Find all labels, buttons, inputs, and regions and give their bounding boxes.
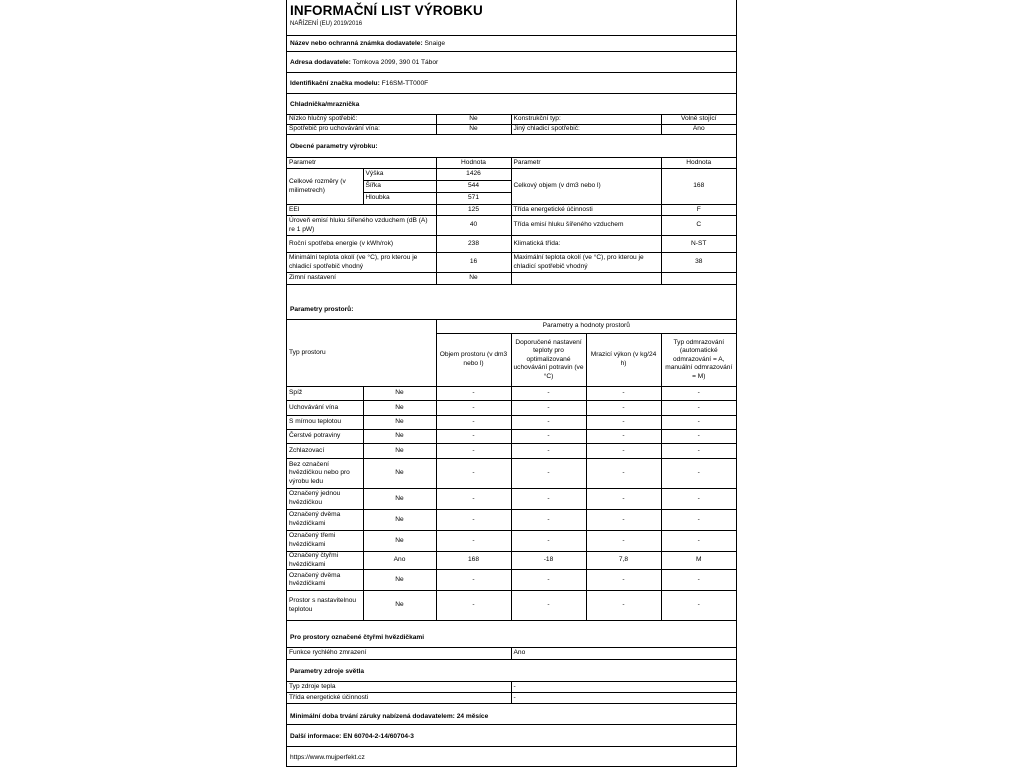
compartment-freezing-capacity: -	[586, 591, 661, 621]
param-value: 38	[661, 253, 736, 273]
type-row	[287, 115, 736, 125]
compartment-temperature: -	[511, 510, 586, 531]
compartment-defrost-type: -	[661, 510, 736, 531]
compartment-row	[287, 489, 736, 510]
light-label: Typ zdroje tepla	[287, 682, 511, 693]
compartment-row	[287, 591, 736, 621]
product-info-sheet	[286, 0, 737, 767]
four-star-table	[287, 647, 736, 660]
compartments-section-header	[287, 299, 736, 319]
compartment-freezing-capacity: -	[586, 510, 661, 531]
compartment-defrost-type: -	[661, 591, 736, 621]
compartment-volume: 168	[436, 552, 511, 570]
compartment-volume: -	[436, 416, 511, 430]
four-star-section-title: Pro prostory označené čtyřmi hvězdičkami	[290, 634, 425, 641]
temperature-header: Doporučené nastavení teploty pro optimalizované uchovávání potravin (ve °C)	[511, 334, 586, 387]
general-row	[287, 205, 736, 216]
sheet-header	[287, 0, 736, 36]
type-label: Spotřebič pro uchovávání vína:	[287, 125, 436, 135]
compartment-volume: -	[436, 531, 511, 552]
general-header-row	[287, 158, 736, 169]
compartment-defrost-type: M	[661, 552, 736, 570]
compartments-body	[287, 387, 736, 621]
compartment-name: Bez označení hvězdičkou nebo pro výrobu ledu	[287, 459, 363, 489]
compartment-freezing-capacity: -	[586, 531, 661, 552]
compartment-volume: -	[436, 510, 511, 531]
compartment-type-header: Typ prostoru	[287, 320, 436, 387]
compartment-temperature: -	[511, 401, 586, 416]
param-label: Zimní nastavení	[287, 273, 436, 285]
param-label: Úroveň emisí hluku šířeného vzduchem (dB (A) re 1 pW)	[287, 216, 436, 236]
type-value: Volně stojící	[661, 115, 736, 125]
volume-value: 168	[661, 169, 736, 205]
model-row	[287, 73, 736, 94]
compartment-volume: -	[436, 591, 511, 621]
compartment-row	[287, 430, 736, 444]
compartment-present: Ne	[363, 459, 436, 489]
compartment-name: Označený čtyřmi hvězdičkami	[287, 552, 363, 570]
supplier-label: Název nebo ochranná známka dodavatele:	[290, 40, 423, 47]
compartment-freezing-capacity: -	[586, 401, 661, 416]
four-star-row	[287, 648, 736, 660]
compartment-present: Ne	[363, 510, 436, 531]
general-row	[287, 236, 736, 253]
height-label: Výška	[363, 169, 436, 181]
type-label: Nízko hlučný spotřebič:	[287, 115, 436, 125]
address-value: Tomkova 2099, 390 01 Tábor	[352, 59, 439, 66]
param-label	[511, 273, 661, 285]
compartment-row	[287, 552, 736, 570]
general-section-title: Obecné parametry výrobku:	[290, 143, 378, 150]
compartment-freezing-capacity: -	[586, 444, 661, 459]
param-value: 238	[436, 236, 511, 253]
four-star-section-header	[287, 628, 736, 647]
compartment-present: Ne	[363, 387, 436, 401]
supplier-value: Snaige	[424, 40, 446, 47]
compartment-temperature: -	[511, 531, 586, 552]
compartments-group-row	[287, 320, 736, 334]
compartment-freezing-capacity: -	[586, 570, 661, 591]
compartment-defrost-type: -	[661, 430, 736, 444]
compartment-present: Ne	[363, 401, 436, 416]
compartment-defrost-type: -	[661, 531, 736, 552]
type-row	[287, 125, 736, 135]
type-label: Jiný chladicí spotřebič:	[511, 125, 661, 135]
compartment-name: Prostor s nastavitelnou teplotou	[287, 591, 363, 621]
depth-value: 571	[436, 193, 511, 205]
general-params-table	[287, 157, 736, 285]
compartment-name: S mírnou teplotou	[287, 416, 363, 430]
compartment-volume: -	[436, 430, 511, 444]
compartment-name: Označený jednou hvězdičkou	[287, 489, 363, 510]
compartment-temperature: -	[511, 444, 586, 459]
compartment-temperature: -	[511, 430, 586, 444]
compartment-group-header: Parametry a hodnoty prostorů	[436, 320, 736, 334]
compartment-defrost-type: -	[661, 444, 736, 459]
param-label: Klimatická třída:	[511, 236, 661, 253]
compartment-name: Zchlazovací	[287, 444, 363, 459]
compartment-present: Ne	[363, 489, 436, 510]
type-label: Konstrukční typ:	[511, 115, 661, 125]
light-value: -	[511, 682, 736, 693]
param-value: 16	[436, 253, 511, 273]
compartment-freezing-capacity: 7,8	[586, 552, 661, 570]
compartment-temperature: -18	[511, 552, 586, 570]
website-link[interactable]: https://www.mujperfekt.cz	[290, 754, 365, 761]
compartment-row	[287, 401, 736, 416]
general-row	[287, 253, 736, 273]
compartment-row	[287, 459, 736, 489]
compartment-temperature: -	[511, 387, 586, 401]
general-row	[287, 273, 736, 285]
width-label: Šířka	[363, 181, 436, 193]
compartment-name: Označený dvěma hvězdičkami	[287, 570, 363, 591]
address-row	[287, 52, 736, 73]
compartment-name: Označený třemi hvězdičkami	[287, 531, 363, 552]
compartment-freezing-capacity: -	[586, 489, 661, 510]
compartment-row	[287, 531, 736, 552]
param-header: Parametr	[511, 158, 661, 169]
compartment-volume: -	[436, 401, 511, 416]
width-value: 544	[436, 181, 511, 193]
compartment-freezing-capacity: -	[586, 416, 661, 430]
compartment-defrost-type: -	[661, 416, 736, 430]
value-header: Hodnota	[436, 158, 511, 169]
compartment-defrost-type: -	[661, 387, 736, 401]
volume-label: Celkový objem (v dm3 nebo l)	[511, 169, 661, 205]
param-label: Třída emisí hluku šířeného vzduchem	[511, 216, 661, 236]
supplier-row	[287, 36, 736, 52]
type-value: Ne	[436, 125, 511, 135]
param-label: EEI	[287, 205, 436, 216]
sheet-title: INFORMAČNÍ LIST VÝROBKU	[290, 3, 483, 18]
general-row	[287, 216, 736, 236]
compartment-present: Ne	[363, 531, 436, 552]
model-label: Identifikační značka modelu:	[290, 80, 380, 87]
compartment-volume: -	[436, 444, 511, 459]
param-value: N-ST	[661, 236, 736, 253]
light-row	[287, 682, 736, 693]
regulation-reference: NAŘÍZENÍ (EU) 2019/2016	[290, 21, 363, 27]
compartment-present: Ano	[363, 552, 436, 570]
compartment-volume: -	[436, 459, 511, 489]
dimension-row	[287, 169, 736, 181]
light-row	[287, 693, 736, 704]
url-row	[287, 747, 736, 767]
compartments-table	[287, 319, 736, 621]
fast-freeze-value: Ano	[511, 648, 736, 660]
param-value: C	[661, 216, 736, 236]
value-header: Hodnota	[661, 158, 736, 169]
param-label: Maximální teplota okolí (ve °C), pro kterou je chladicí spotřebič vhodný	[511, 253, 661, 273]
param-value: 40	[436, 216, 511, 236]
param-label: Třída energetické účinnosti	[511, 205, 661, 216]
compartment-present: Ne	[363, 570, 436, 591]
compartment-defrost-type: -	[661, 459, 736, 489]
type-table	[287, 114, 736, 135]
volume-header: Objem prostoru (v dm3 nebo l)	[436, 334, 511, 387]
param-value	[661, 273, 736, 285]
compartment-volume: -	[436, 570, 511, 591]
param-value: F	[661, 205, 736, 216]
compartment-temperature: -	[511, 570, 586, 591]
compartment-row	[287, 444, 736, 459]
depth-label: Hloubka	[363, 193, 436, 205]
compartment-row	[287, 510, 736, 531]
defrost-type-header: Typ odmrazování (automatické odmrazování = A, manuální odmrazování = M)	[661, 334, 736, 387]
compartment-present: Ne	[363, 591, 436, 621]
type-value: Ano	[661, 125, 736, 135]
compartment-row	[287, 570, 736, 591]
compartments-section-title: Parametry prostorů:	[290, 306, 354, 313]
compartment-name: Spíž	[287, 387, 363, 401]
model-value: F16SM-TT000F	[381, 80, 429, 87]
param-value: Ne	[436, 273, 511, 285]
param-label: Roční spotřeba energie (v kWh/rok)	[287, 236, 436, 253]
compartment-name: Uchovávání vína	[287, 401, 363, 416]
more-info-label: Další informace:	[290, 733, 342, 740]
compartment-temperature: -	[511, 459, 586, 489]
light-section-title: Parametry zdroje světla	[290, 668, 365, 675]
light-label: Třída energetické účinnosti	[287, 693, 511, 704]
type-section-header	[287, 94, 736, 114]
compartment-present: Ne	[363, 444, 436, 459]
compartment-defrost-type: -	[661, 489, 736, 510]
compartment-present: Ne	[363, 430, 436, 444]
height-value: 1426	[436, 169, 511, 181]
type-section-title: Chladnička/mraznička	[290, 101, 360, 108]
compartment-freezing-capacity: -	[586, 459, 661, 489]
compartment-temperature: -	[511, 416, 586, 430]
compartment-present: Ne	[363, 416, 436, 430]
compartment-temperature: -	[511, 489, 586, 510]
fast-freeze-label: Funkce rychlého zmrazení	[287, 648, 511, 660]
warranty-value: 24 měsíce	[456, 713, 489, 720]
general-section-header	[287, 137, 736, 157]
compartment-volume: -	[436, 387, 511, 401]
compartment-volume: -	[436, 489, 511, 510]
warranty-row	[287, 705, 736, 725]
freezing-capacity-header: Mrazicí výkon (v kg/24 h)	[586, 334, 661, 387]
compartment-freezing-capacity: -	[586, 387, 661, 401]
param-header: Parametr	[287, 158, 436, 169]
compartment-defrost-type: -	[661, 401, 736, 416]
address-label: Adresa dodavatele:	[290, 59, 351, 66]
compartment-freezing-capacity: -	[586, 430, 661, 444]
type-value: Ne	[436, 115, 511, 125]
light-table	[287, 681, 736, 704]
compartment-row	[287, 416, 736, 430]
compartment-temperature: -	[511, 591, 586, 621]
compartment-row	[287, 387, 736, 401]
param-value: 125	[436, 205, 511, 216]
light-value: -	[511, 693, 736, 704]
more-info-row	[287, 725, 736, 747]
dimensions-label: Celkové rozměry (v milimetrech)	[287, 169, 363, 205]
compartment-name: Čerstvé potraviny	[287, 430, 363, 444]
light-section-header	[287, 661, 736, 681]
compartment-name: Označený dvěma hvězdičkami	[287, 510, 363, 531]
warranty-label: Minimální doba trvání záruky nabízená dodavatelem:	[290, 713, 455, 720]
param-label: Minimální teplota okolí (ve °C), pro kterou je chladicí spotřebič vhodný	[287, 253, 436, 273]
compartment-defrost-type: -	[661, 570, 736, 591]
more-info-value: EN 60704-2-14/60704-3	[343, 733, 414, 740]
